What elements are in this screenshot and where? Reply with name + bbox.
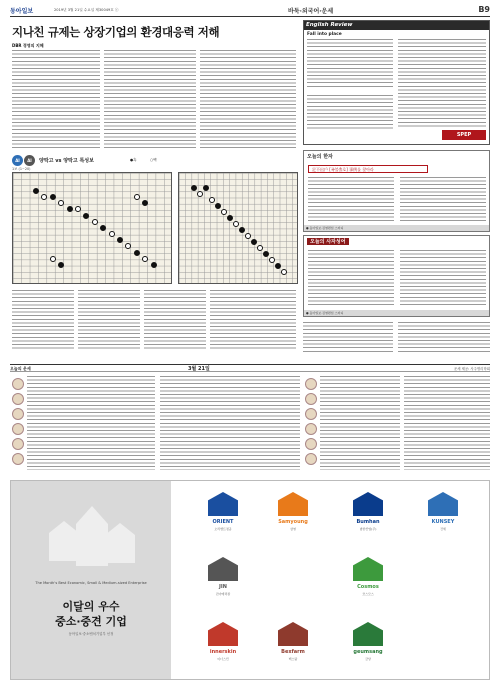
company-name: JIN — [219, 584, 227, 590]
company-name-korean: 진아메리칼 — [215, 592, 231, 596]
idiom-footer: ● 동아일보·김영편입 스터디 — [304, 310, 489, 316]
go-legend-black: ●흑 — [130, 158, 137, 162]
black-stone — [142, 200, 148, 206]
zodiac-rat-icon — [12, 378, 24, 390]
company-logo-bexfarm — [256, 616, 330, 674]
white-stone — [58, 200, 64, 206]
white-stone — [75, 206, 81, 212]
newspaper-logo: 동아일보 — [10, 8, 34, 15]
black-stone — [203, 185, 209, 191]
white-stone — [41, 194, 47, 200]
white-stone — [269, 257, 275, 263]
company-name-korean: 삼영 — [290, 527, 296, 531]
company-emblem-icon — [428, 492, 458, 516]
company-emblem-icon — [208, 622, 238, 646]
article-headline: 지나친 규제는 상장기업의 환경대응력 저해 — [12, 25, 220, 39]
english-review-box — [303, 20, 490, 145]
ad-left-panel — [11, 481, 171, 679]
zodiac-dog-icon — [305, 438, 317, 450]
black-stone — [263, 251, 269, 257]
section-title: 바둑·외국어·운세 — [288, 8, 334, 15]
company-logo-geumsang — [331, 616, 405, 674]
black-stone — [151, 262, 157, 268]
company-name: Cosmos — [357, 584, 379, 590]
fortune-column-3 — [320, 376, 400, 470]
house-icon — [105, 523, 135, 563]
fortune-date: 3월 21일 — [188, 366, 210, 372]
white-stone — [134, 194, 140, 200]
ai-white-badge: AI — [24, 155, 35, 166]
zodiac-pig-icon — [305, 453, 317, 465]
black-stone — [100, 225, 106, 231]
ad-tagline: The Month's Best Economic, Small & Medium-sized Enterprise — [35, 581, 147, 585]
company-name-korean: 벡스팜 — [288, 657, 298, 661]
go-board-main — [12, 172, 172, 284]
hanja-title: 오늘의 한자 — [307, 154, 333, 160]
english-review-subtitle: Fall into place — [307, 32, 342, 37]
zodiac-monkey-icon — [305, 408, 317, 420]
company-name-korean: 금상 — [365, 657, 371, 661]
idiom-choices — [308, 250, 394, 306]
company-emblem-icon — [278, 492, 308, 516]
company-emblem-icon — [353, 557, 383, 581]
white-stone — [197, 191, 203, 197]
black-stone — [134, 250, 140, 256]
company-emblem-icon — [353, 622, 383, 646]
hanja-footer: ● 동아일보·김영편입 스터디 — [304, 225, 489, 231]
company-name: Bexfarm — [281, 649, 305, 655]
english-vocab — [307, 95, 393, 129]
white-stone — [221, 209, 227, 215]
company-logo-bumhan — [331, 486, 405, 544]
go-legend-white: ○백 — [150, 158, 157, 162]
ad-house-illustration — [41, 501, 141, 571]
company-logo-innerskin — [186, 616, 260, 674]
zodiac-tiger-icon — [12, 408, 24, 420]
zodiac-rooster-icon — [305, 423, 317, 435]
fortune-column-2 — [160, 376, 300, 470]
black-stone — [239, 227, 245, 233]
go-commentary-4 — [210, 290, 296, 350]
go-caption: 1보 (1~20) — [12, 167, 31, 171]
page-number: B9 — [478, 5, 490, 14]
white-stone — [109, 231, 115, 237]
company-name: KUNSEY — [431, 519, 455, 525]
hanja-box — [303, 150, 490, 232]
company-name-korean: 이너스킨 — [217, 657, 229, 661]
company-emblem-icon — [208, 492, 238, 516]
company-name-korean: 건세 — [440, 527, 446, 531]
white-stone — [125, 243, 131, 249]
company-emblem-icon — [208, 557, 238, 581]
company-name-korean: 오리엔트정공 — [214, 527, 232, 531]
house-icon — [76, 506, 108, 566]
go-title: 양딱고 vs 양딱고 특성보 — [39, 158, 94, 164]
black-stone — [275, 263, 281, 269]
black-stone — [33, 188, 39, 194]
company-logo-kunsey — [406, 486, 480, 544]
white-stone — [233, 221, 239, 227]
ai-black-badge: AI — [12, 155, 23, 166]
fortune-credit: 운세 제공: 사주명리학회 — [453, 367, 490, 371]
company-logo-samyoung — [256, 486, 330, 544]
white-stone — [245, 233, 251, 239]
black-stone — [50, 194, 56, 200]
house-icon — [49, 521, 79, 561]
go-commentary-2 — [78, 290, 140, 350]
company-name: Bumhan — [356, 519, 380, 525]
company-name: Samyoung — [278, 519, 308, 525]
go-commentary-1 — [12, 290, 74, 350]
spep-logo: SPEP — [442, 130, 486, 140]
article-column-2 — [104, 50, 196, 150]
white-stone — [281, 269, 287, 275]
zodiac-ox-icon — [12, 393, 24, 405]
idiom-title: 오늘의 사자성어 — [307, 238, 349, 245]
company-name: geumsang — [353, 649, 383, 655]
black-stone — [227, 215, 233, 221]
zodiac-sheep-icon — [305, 393, 317, 405]
hanja-choices — [308, 177, 394, 221]
white-stone — [257, 245, 263, 251]
article-column-3 — [200, 50, 296, 150]
fortune-label: 오늘의 운세 — [10, 366, 31, 371]
fortune-column-1 — [27, 376, 155, 470]
go-board-second — [178, 172, 298, 284]
zodiac-dragon-icon — [12, 438, 24, 450]
black-stone — [191, 185, 197, 191]
company-name: ORIENT — [212, 519, 234, 525]
company-emblem-icon — [353, 492, 383, 516]
english-review-title: English Review — [304, 21, 489, 30]
company-emblem-icon — [278, 622, 308, 646]
idiom-explanation — [400, 250, 486, 306]
company-logo-cosmos — [331, 551, 405, 609]
zodiac-rabbit-icon — [12, 423, 24, 435]
ad-title-line1: 이달의 우수 — [62, 600, 120, 613]
white-stone — [209, 197, 215, 203]
white-stone — [50, 256, 56, 262]
company-logo-orient — [186, 486, 260, 544]
black-stone — [83, 213, 89, 219]
hanja-explanation — [400, 177, 486, 221]
article-column-1 — [12, 50, 100, 150]
fortune-header — [10, 364, 490, 372]
go-section-header — [12, 155, 202, 167]
sme-advertisement — [10, 480, 490, 680]
black-stone — [215, 203, 221, 209]
ad-title-line2: 중소·중견 기업 — [55, 615, 127, 628]
black-stone — [117, 237, 123, 243]
hanja-question: 足不出戶 [족불출호] 事例를 찾아라 — [308, 165, 428, 173]
go-commentary-3 — [144, 290, 206, 350]
black-stone — [67, 206, 73, 212]
company-name: innerskin — [209, 649, 237, 655]
black-stone — [251, 239, 257, 245]
issue-date: 2019년 3월 21일 수요일 제30049호 ⓒ — [54, 8, 119, 12]
ad-note: 동아일보·중소벤처기업부 선정 — [68, 632, 114, 636]
side-column-1 — [303, 322, 393, 354]
idiom-box — [303, 235, 490, 317]
english-dialogue — [307, 39, 393, 89]
black-stone — [58, 262, 64, 268]
side-column-2 — [398, 322, 490, 354]
english-explanation — [398, 39, 486, 129]
masthead — [10, 5, 490, 17]
fortune-column-4 — [404, 376, 490, 470]
company-name-korean: 코스모스 — [362, 592, 374, 596]
white-stone — [92, 219, 98, 225]
zodiac-horse-icon — [305, 378, 317, 390]
white-stone — [142, 256, 148, 262]
zodiac-snake-icon — [12, 453, 24, 465]
article-subhead: DBR 경영의 지혜 — [12, 43, 44, 48]
company-name-korean: 범한산업(주) — [359, 527, 377, 531]
company-logo-jin — [186, 551, 260, 609]
